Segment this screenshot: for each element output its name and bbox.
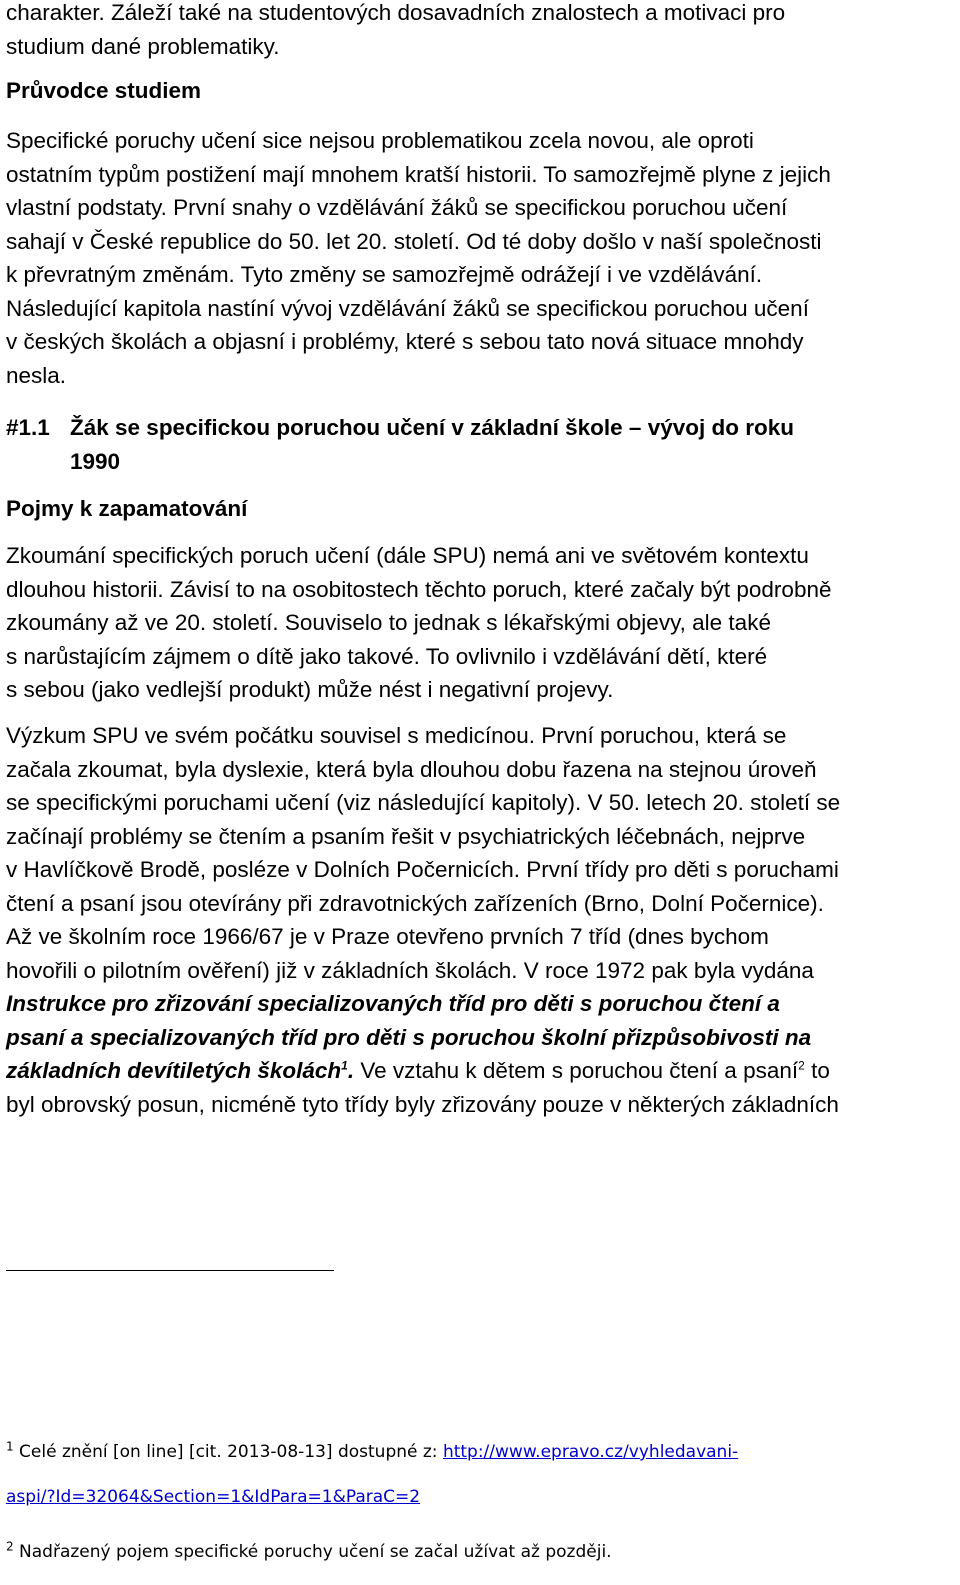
footnote-text: Celé znění [on line] [cit. 2013-08-13] dostupné z: — [13, 1442, 443, 1462]
text-line: sahají v České republice do 50. let 20. století. Od té doby došlo v naší společnosti — [6, 228, 822, 254]
text-line: Zkoumání specifických poruch učení (dále SPU) nemá ani ve světovém kontextu — [6, 543, 809, 568]
text-line: začínají problémy se čtením a psaním řešit v psychiatrických léčebnách, nejprve — [6, 823, 806, 849]
text-line: Specifické poruchy učení sice nejsou problematikou zcela novou, ale oproti — [6, 128, 754, 153]
section-heading — [6, 411, 950, 478]
text-line: v Havlíčkově Brodě, posléze v Dolních Počernicích. První třídy pro děti s poruchami — [6, 857, 839, 882]
instruction-title-end: základních devítiletých školách — [6, 1058, 342, 1083]
punctuation: . — [347, 1058, 355, 1083]
text-line: Až ve školním roce 1966/67 je v Praze otevřeno prvních 7 tříd (dnes bychom — [6, 924, 769, 949]
instruction-title-line: Instrukce pro zřizování specializovaných tříd pro děti s poruchou čtení a — [6, 991, 780, 1016]
text-line: s narůstajícím zájmem o dítě jako takové. To ovlivnilo i vzdělávání dětí, které — [6, 643, 768, 669]
footnote-2 — [6, 1536, 950, 1569]
text-segment: Ve vztahu k dětem s poruchou čtení a psaní — [354, 1058, 799, 1083]
text-line: hovořili o pilotním ověření) již v základních školách. V roce 1972 pak byla vydána — [6, 957, 814, 983]
text-line: zkoumány až ve 20. století. Souviselo to jednak s lékařskými objevy, ale také — [6, 610, 771, 635]
terms-heading: Pojmy k zapamatování — [6, 496, 248, 521]
footnote-ref: 2 — [798, 1058, 805, 1073]
text-line: charakter. Záleží také na studentových dosavadních znalostech a motivaci pro — [6, 0, 786, 25]
footnote-separator — [6, 1270, 334, 1271]
text-line: se specifickými poruchami učení (viz následující kapitoly). V 50. letech 20. století se — [6, 790, 841, 815]
text-line: v českých školách a objasní i problémy, které s sebou tato nová situace mnohdy — [6, 329, 804, 354]
text-line: k převratným změnám. Tyto změny se samozřejmě odrážejí i ve vzdělávání. — [6, 262, 763, 287]
text-line: dlouhou historii. Závisí to na osobitostech těchto poruch, které začaly být podrobně — [6, 576, 832, 602]
instruction-title-line: psaní a specializovaných tříd pro děti s poruchou školní přizpůsobivosti na — [6, 1024, 812, 1050]
footnote-link[interactable]: aspi/?Id=32064&Section=1&IdPara=1&ParaC=2 — [6, 1487, 421, 1507]
footnote-1 — [6, 1436, 950, 1469]
paragraph-1 — [6, 539, 950, 707]
text-line: Výzkum SPU ve svém počátku souvisel s medicínou. První poruchou, která se — [6, 723, 787, 748]
text-line: vlastní podstaty. První snahy o vzdělávání žáků se specifickou poruchou učení — [6, 195, 788, 220]
footnote-ref: 1 — [341, 1058, 348, 1073]
text-segment: to — [804, 1058, 830, 1083]
text-line: začala zkoumat, byla dyslexie, která byla dlouhou dobu řazena na stejnou úroveň — [6, 756, 817, 782]
footnote-1-continued — [6, 1481, 950, 1514]
text-line: ostatním typům postižení mají mnohem kratší historii. To samozřejmě plyne z jejich — [6, 161, 831, 187]
intro-paragraph — [6, 0, 950, 63]
footnote-number: 2 — [6, 1539, 14, 1554]
text-line: s sebou (jako vedlejší produkt) může nést i negativní projevy. — [6, 677, 614, 702]
footnote-link[interactable]: http://www.epravo.cz/vyhledavani- — [442, 1442, 739, 1462]
guide-paragraph — [6, 124, 950, 392]
footnote-text: Nadřazený pojem specifické poruchy učení se začal užívat až později. — [13, 1542, 612, 1562]
text-line: studium dané problematiky. — [6, 33, 280, 59]
footnote-number: 1 — [6, 1439, 14, 1454]
guide-heading: Průvodce studiem — [6, 78, 202, 103]
section-number: #1.1 — [6, 415, 50, 440]
paragraph-2 — [6, 719, 950, 1121]
text-line: nesla. — [6, 362, 67, 388]
text-line: byl obrovský posun, nicméně tyto třídy byly zřizovány pouze v některých základních — [6, 1091, 839, 1117]
section-title-line: Žák se specifickou poruchou učení v základní škole – vývoj do roku — [70, 415, 794, 440]
text-line: Následující kapitola nastíní vývoj vzdělávání žáků se specifickou poruchou učení — [6, 295, 809, 321]
text-line — [6, 1054, 950, 1088]
section-title-line: 1990 — [70, 448, 121, 474]
text-line: čtení a psaní jsou otevírány při zdravotnických zařízeních (Brno, Dolní Počernice). — [6, 890, 824, 916]
